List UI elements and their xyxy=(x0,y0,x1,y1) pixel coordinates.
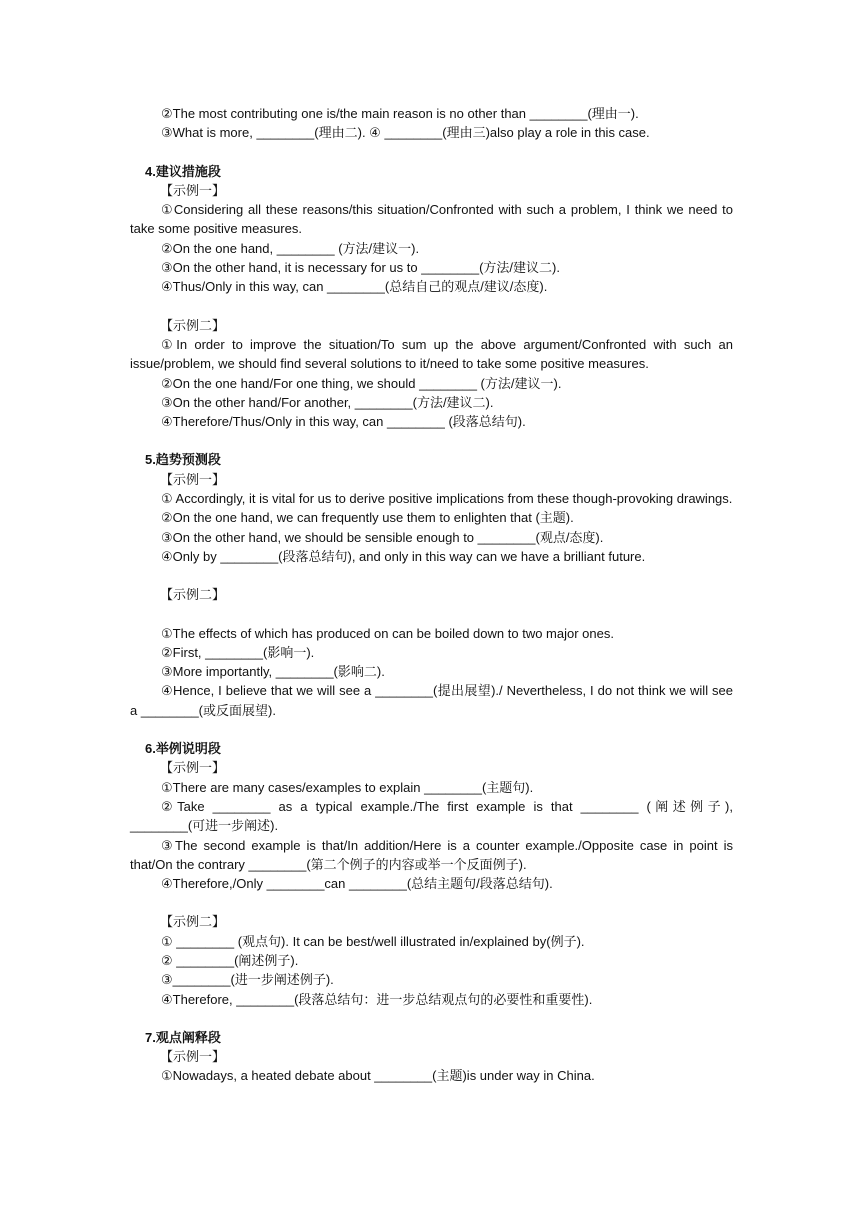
text-line: ④Therefore, ________(段落总结句：进一步总结观点句的必要性和重要性). xyxy=(161,991,593,1007)
text-line: ③On the other hand, we should be sensible enough to ________(观点/态度). xyxy=(161,529,604,545)
example-label: 【示例一】 xyxy=(160,182,226,198)
text-line: ①The effects of which has produced on can be boiled down to two major ones. xyxy=(161,625,614,641)
text-line: ① ________ (观点句). It can be best/well illustrated in/explained by(例子). xyxy=(161,933,585,949)
section-heading: 6.举例说明段 xyxy=(145,741,221,757)
section-heading: 4.建议措施段 xyxy=(145,163,221,179)
text-line: ②The most contributing one is/the main reason is no other than ________(理由一). xyxy=(161,106,639,121)
example-label: 【示例一】 xyxy=(160,760,226,776)
text-line: ④Only by ________(段落总结句), and only in this way can we have a brilliant future. xyxy=(161,548,646,564)
text-paragraph: ①In order to improve the situation/To sum up the above argument/Confronted with such an issue/problem, we should find several solutions to it/need to take some positive measures. xyxy=(130,336,733,372)
example-label: 【示例一】 xyxy=(160,471,226,487)
text-line: ①Nowadays, a heated debate about ________(主题)is under way in China. xyxy=(161,1068,595,1084)
document-page xyxy=(130,104,733,1086)
text-line: ③More importantly, ________(影响二). xyxy=(161,664,385,680)
text-paragraph: ①Considering all these reasons/this situation/Confronted with such a problem, I think we need to take some positive measures. xyxy=(130,202,733,237)
example-label: 【示例一】 xyxy=(160,1049,226,1065)
section-heading: 5.趋势预测段 xyxy=(145,452,221,468)
text-line: ③On the other hand/For another, ________(方法/建议二). xyxy=(161,394,494,410)
text-line: ② ________(阐述例子). xyxy=(161,952,299,968)
example-label: 【示例二】 xyxy=(160,317,226,333)
text-paragraph: ②Take ________ as a typical example./The first example is that ________ (阐述例子), ________(可进一步阐述). xyxy=(130,798,733,834)
text-paragraph: ① Accordingly, it is vital for us to derive positive implications from these though-provoking drawings. xyxy=(161,491,733,507)
text-line: ②First, ________(影响一). xyxy=(161,644,315,660)
example-label: 【示例二】 xyxy=(160,587,226,603)
text-line: ②On the one hand, ________ (方法/建议一). xyxy=(161,240,420,256)
text-paragraph: ③The second example is that/In addition/Here is a counter example./Opposite case in point is that/On the contrary ________(第二个例子的内容或举一个反面例子). xyxy=(130,837,733,872)
text-line: ①There are many cases/examples to explain ________(主题句). xyxy=(161,779,534,795)
text-line: ④Therefore/Thus/Only in this way, can ________ (段落总结句). xyxy=(161,414,526,430)
text-paragraph: ④Hence, I believe that we will see a ________(提出展望)./ Nevertheless, I do not think we will see a ________(或反面展望). xyxy=(130,683,733,718)
text-line: ③What is more, ________(理由二). ④ ________(理由三)also play a role in this case. xyxy=(161,125,650,141)
section-heading: 7.观点阐释段 xyxy=(145,1029,221,1045)
text-line: ④Thus/Only in this way, can ________(总结自己的观点/建议/态度). xyxy=(161,279,548,295)
text-line: ③________(进一步阐述例子). xyxy=(161,972,334,988)
text-line: ②On the one hand, we can frequently use them to enlighten that (主题). xyxy=(161,510,574,526)
text-line: ③On the other hand, it is necessary for us to ________(方法/建议二). xyxy=(161,260,560,276)
text-line: ④Therefore,/Only ________can ________(总结主题句/段落总结句). xyxy=(161,876,553,892)
example-label: 【示例二】 xyxy=(160,914,226,930)
text-line: ②On the one hand/For one thing, we should ________ (方法/建议一). xyxy=(161,375,562,391)
